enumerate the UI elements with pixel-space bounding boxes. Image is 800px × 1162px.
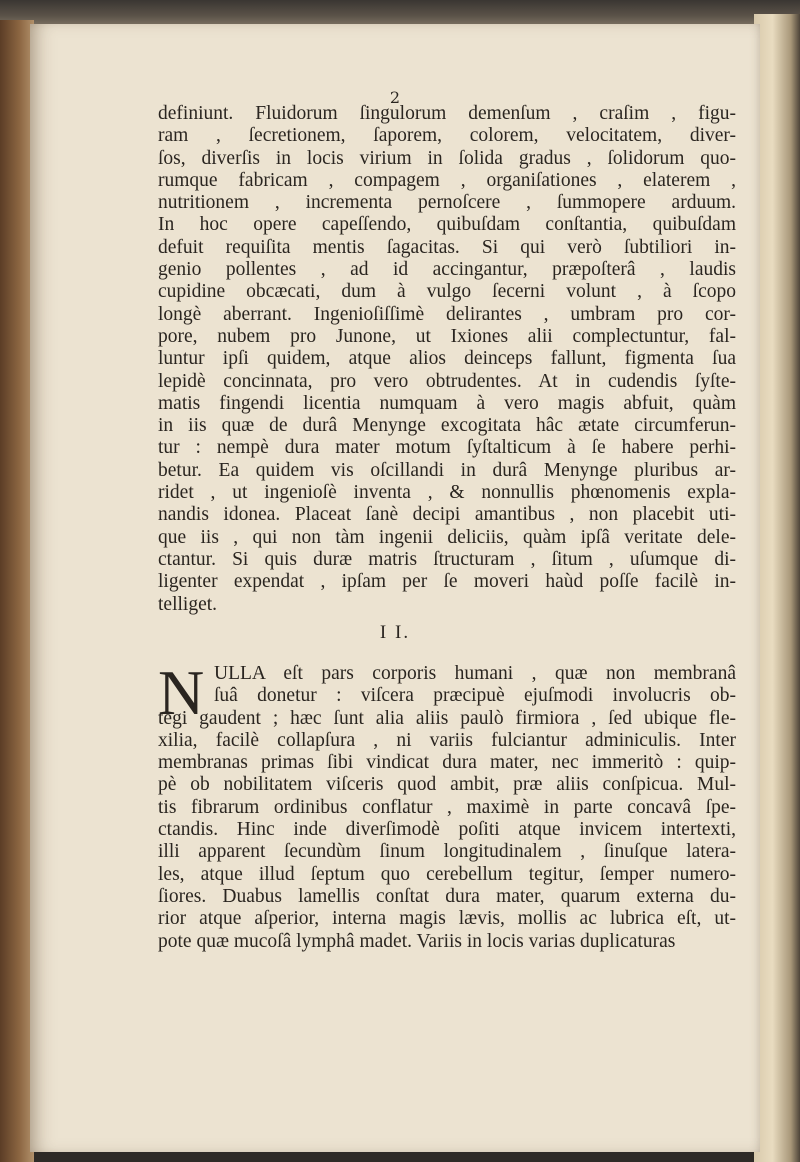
- text-line: ctandis. Hinc inde diverſimodè poſiti atque invicem intertexti,: [158, 819, 736, 841]
- page-number: 2: [389, 88, 401, 107]
- text-line: ſiores. Duabus lamellis conſtat dura mater, quarum externa du-: [158, 885, 736, 907]
- text-line: defuit requiſita mentis ſagacitas. Si qui verò ſubtiliori in-: [158, 236, 736, 258]
- text-line: ULLA eſt pars corporis humani , quæ non membranâ: [214, 663, 736, 684]
- text-line: pote quæ mucoſâ lymphâ madet. Variis in locis varias duplicaturas: [158, 930, 676, 952]
- text-line: illi apparent ſecundùm ſinum longitudinalem , ſinuſque latera-: [158, 841, 736, 863]
- text-line: cupidine obcæcati, dum à vulgo ſecerni volunt , à ſcopo: [158, 281, 736, 303]
- text-line: genio pollentes , ad id accingantur, præpoſterâ , laudis: [158, 259, 736, 281]
- text-line: telliget.: [158, 593, 218, 615]
- book-top-edge: [0, 0, 800, 26]
- text-line: ridet , ut ingenioſè inventa , & nonnullis phœnomenis expla-: [158, 482, 736, 504]
- paragraph-1: [158, 103, 736, 616]
- book-page: [30, 24, 760, 1152]
- text-line: lepidè concinnata, pro vero obtrudentes. At in cudendis ſyſte-: [158, 370, 736, 392]
- text-line: ligenter expendat , ipſam per ſe moveri haùd poſſe facilè in-: [158, 571, 736, 593]
- text-line: xilia, facilè collapſura , ni variis fulciantur adminiculis. Inter: [158, 729, 736, 751]
- text-line: longè aberrant. Ingenioſiſſimè delirantes , umbram pro cor-: [158, 303, 736, 325]
- text-line: les, atque illud ſeptum quo cerebellum tegitur, ſemper numero-: [158, 863, 736, 885]
- text-line: in iis quæ de durâ Menynge excogitata hâc ætate circumferun-: [158, 415, 736, 437]
- text-line: rior atque aſperior, interna magis lævis, mollis ac lubrica eſt, ut-: [158, 908, 736, 930]
- text-line: rumque fabricam , compagem , organiſationes , elaterem ,: [158, 169, 736, 191]
- text-line: ctantur. Si quis duræ matris ſtructuram , ſitum , uſumque di-: [158, 548, 736, 570]
- text-line: que iis , qui non tàm ingenii deliciis, quàm ipſâ veritate dele-: [158, 526, 736, 548]
- text-line: In hoc opere capeſſendo, quibuſdam conſtantia, quibuſdam: [158, 214, 736, 236]
- text-line: nutritionem , incrementa pernoſcere , ſummopere arduum.: [158, 192, 736, 214]
- text-line: matis fingendi licentia numquam à vero magis abfuit, quàm: [158, 392, 736, 414]
- text-line: definiunt. Fluidorum ſingulorum demenſum , craſim , figu-: [158, 103, 736, 124]
- paragraph-2: [158, 657, 736, 953]
- section-heading: I I.: [379, 622, 411, 643]
- text-line: membranas primas ſibi vindicat dura mater, nec immeritò : quip-: [158, 752, 736, 774]
- text-line: tegi gaudent ; hæc ſunt alia aliis paulò firmiora , ſed ubique fle-: [158, 707, 736, 729]
- drop-cap: N: [158, 657, 205, 728]
- text-line: ſos, diverſis in locis virium in ſolida gradus , ſolidorum quo-: [158, 147, 736, 169]
- text-line: luntur ipſi quidem, atque alios deinceps fallunt, figmenta ſua: [158, 348, 736, 370]
- text-line: nandis idonea. Placeat ſanè decipi amantibus , non placebit uti-: [158, 504, 736, 526]
- text-line: pore, nubem pro Junone, ut Ixiones alii complectuntur, fal-: [158, 325, 736, 347]
- page-edges-right: [754, 14, 800, 1162]
- text-line: ſuâ donetur : viſcera præcipuè ejuſmodi involucris ob-: [214, 685, 736, 707]
- text-line: tur : nempè dura mater motum ſyſtalticum à ſe habere perhi-: [158, 437, 736, 459]
- book-spine: [0, 20, 34, 1162]
- text-line: betur. Ea quidem vis oſcillandi in durâ Menynge pluribus ar-: [158, 459, 736, 481]
- text-line: pè ob nobilitatem viſceris quod ambit, præ aliis conſpicua. Mul-: [158, 774, 736, 796]
- text-line: ram , ſecretionem, ſaporem, colorem, velocitatem, diver-: [158, 125, 736, 147]
- text-line: tis fibrarum ordinibus conflatur , maximè in parte concavâ ſpe-: [158, 796, 736, 818]
